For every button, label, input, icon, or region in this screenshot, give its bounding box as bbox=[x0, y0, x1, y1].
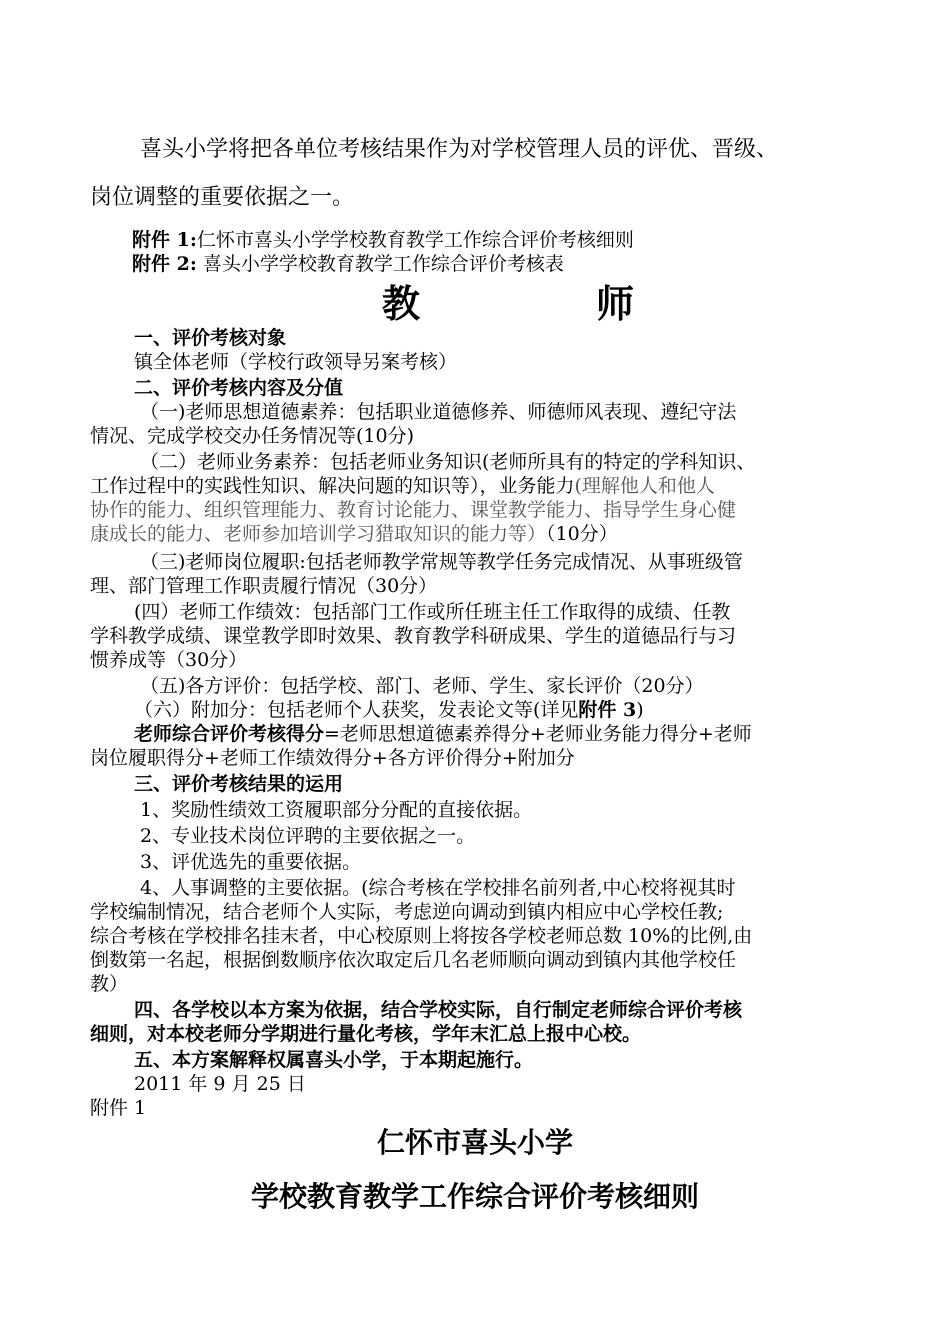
title-char-2: 师 bbox=[596, 281, 635, 326]
formula-line-1 bbox=[134, 722, 752, 746]
date: 2011 年 9 月 25 日 bbox=[134, 1073, 306, 1095]
appendix-title-line-2: 学校教育教学工作综合评价考核细则 bbox=[250, 1180, 699, 1213]
intro-line-2: 岗位调整的重要依据之一。 bbox=[90, 185, 355, 210]
appendix-title-line-1: 仁怀市喜头小学 bbox=[376, 1126, 573, 1159]
item2-line-1: （二）老师业务素养：包括老师业务知识(老师所具有的特定的学科知识、 bbox=[140, 451, 756, 473]
formula-label: 老师综合评价考核得分 bbox=[134, 723, 325, 745]
item6-text: （六）附加分：包括老师个人获奖，发表论文等(详见 bbox=[134, 699, 579, 721]
section1-body: 镇全体老师（学校行政领导另案考核） bbox=[134, 351, 458, 373]
formula-line-2: 岗位履职得分+老师工作绩效得分+各方评价得分+附加分 bbox=[90, 747, 575, 769]
item2-line-2-text: 工作过程中的实践性知识、解决问题的知识等），业务能力 bbox=[90, 475, 575, 497]
section3-item-1: 1、奖励性绩效工资履职部分分配的直接依据。 bbox=[140, 799, 533, 821]
item2-line-4-score: （10分） bbox=[546, 523, 618, 545]
item4-line-2: 学科教学成绩、课堂教学即时效果、教育教学科研成果、学生的道德品行与习 bbox=[90, 625, 737, 647]
item2-line-3: 协作的能力、组织管理能力、教育讨论能力、课堂教学能力、指导学生身心健 bbox=[90, 499, 737, 521]
appendix-label: 附件 1 bbox=[90, 1097, 147, 1119]
section3-item-4-line-3: 综合考核在学校排名挂末者，中心校原则上将按各学校老师总数 10%的比例,由 bbox=[90, 925, 753, 947]
formula-text: =老师思想道德素养得分+老师业务能力得分+老师 bbox=[324, 723, 752, 745]
attachment-1-text: 仁怀市喜头小学学校教育教学工作综合评价考核细则 bbox=[196, 229, 634, 251]
item2-line-2 bbox=[90, 474, 715, 498]
section1-heading: 一、评价考核对象 bbox=[134, 327, 287, 349]
section3-item-4-line-2: 学校编制情况，结合老师个人实际，考虑逆向调动到镇内相应中心学校任教; bbox=[90, 901, 724, 923]
attachment-2-label: 附件 2: bbox=[132, 253, 197, 275]
item2-line-4 bbox=[90, 522, 618, 546]
item3-line-1: （三)老师岗位履职:包括老师教学常规等教学任务完成情况、从事班级管 bbox=[140, 551, 743, 573]
section2-heading: 二、评价考核内容及分值 bbox=[134, 377, 344, 399]
intro-line-1: 喜头小学将把各单位考核结果作为对学校管理人员的评优、晋级、 bbox=[140, 137, 779, 162]
item4-line-3: 惯养成等（30分） bbox=[90, 649, 248, 671]
section3-item-4-line-4: 倒数第一名起，根据倒数顺序依次取定后几名老师顺向调动到镇内其他学校任 bbox=[90, 949, 737, 971]
section4-line-1: 四、各学校以本方案为依据，结合学校实际，自行制定老师综合评价考核 bbox=[134, 999, 743, 1021]
section3-item-4-line-1: 4、人事调整的主要依据。(综合考核在学校排名前列者,中心校将视其时 bbox=[140, 877, 736, 899]
item2-line-2-gray: (理解他人和他人 bbox=[574, 475, 715, 497]
item3-line-2: 理、部门管理工作职责履行情况（30分） bbox=[90, 575, 438, 597]
attachment-2 bbox=[132, 252, 564, 276]
section4-line-2: 细则，对本校老师分学期进行量化考核，学年末汇总上报中心校。 bbox=[90, 1023, 642, 1045]
section3-heading: 三、评价考核结果的运用 bbox=[134, 773, 344, 795]
attachment-1 bbox=[132, 228, 634, 252]
item4-line-1: (四）老师工作绩效：包括部门工作或所任班主任工作取得的成绩、任教 bbox=[134, 601, 731, 623]
item1-line-2: 情况、完成学校交办任务情况等(10分) bbox=[90, 425, 415, 447]
item1-line-1: （一)老师思想道德素养：包括职业道德修养、师德师风表现、遵纪守法 bbox=[140, 401, 737, 423]
item2-line-4-gray: 康成长的能力、老师参加培训学习猎取知识的能力等） bbox=[90, 523, 547, 545]
item6-bold: 附件 3 bbox=[578, 699, 637, 721]
attachment-2-text: 喜头小学学校教育教学工作综合评价考核表 bbox=[196, 253, 564, 275]
item6-close: ) bbox=[636, 699, 644, 721]
attachment-1-label: 附件 1: bbox=[132, 229, 197, 251]
section3-item-2: 2、专业技术岗位评聘的主要依据之一。 bbox=[140, 825, 476, 847]
item5: （五)各方评价：包括学校、部门、老师、学生、家长评价（20分） bbox=[140, 675, 704, 697]
title-char-1: 教 bbox=[382, 281, 421, 326]
section3-item-4-line-5: 教） bbox=[90, 973, 129, 995]
section5: 五、本方案解释权属喜头小学，于本期起施行。 bbox=[134, 1049, 534, 1071]
item6 bbox=[134, 698, 644, 722]
section3-item-3: 3、评优选先的重要依据。 bbox=[140, 851, 362, 873]
